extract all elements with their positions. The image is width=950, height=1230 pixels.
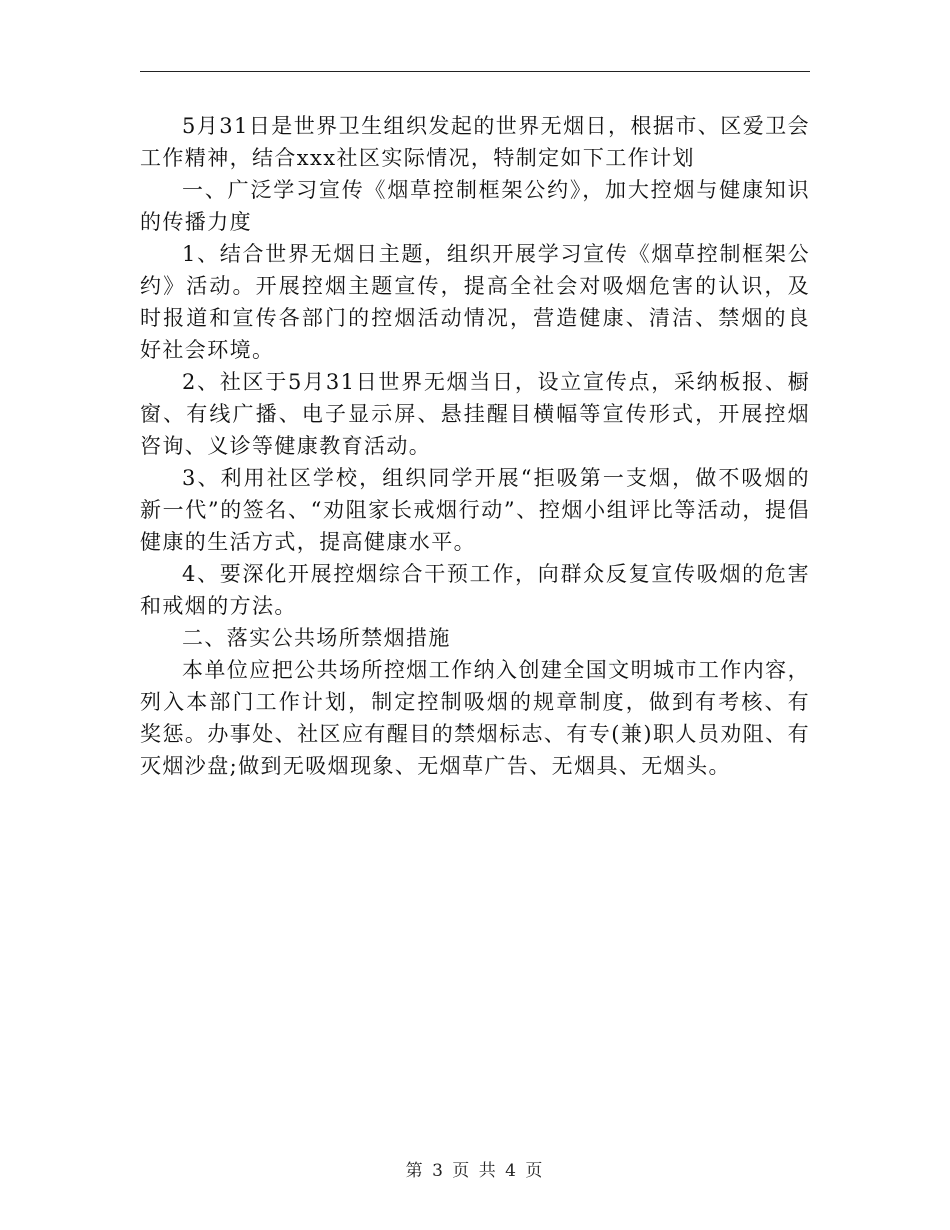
header-rule <box>140 71 810 72</box>
list-item-3: 3、利用社区学校，组织同学开展“拒吸第一支烟，做不吸烟的新一代”的签名、“劝阻家长戒烟行动”、控烟小组评比等活动，提倡健康的生活方式，提高健康水平。 <box>140 466 810 554</box>
section-2-paragraph: 本单位应把公共场所控烟工作纳入创建全国文明城市工作内容，列入本部门工作计划，制定控制吸烟的规章制度，做到有考核、有奖惩。办事处、社区应有醒目的禁烟标志、有专(兼)职人员劝阻、有灭烟沙盘;做到无吸烟现象、无烟草广告、无烟具、无烟头。 <box>140 658 810 778</box>
page-footer <box>0 1156 950 1181</box>
section-heading-2: 二、落实公共场所禁烟措施 <box>182 626 451 650</box>
list-item-1: 1、结合世界无烟日主题，组织开展学习宣传《烟草控制框架公约》活动。开展控烟主题宣传，提高全社会对吸烟危害的认识，及时报道和宣传各部门的控烟活动情况，营造健康、清洁、禁烟的良好社会环境。 <box>140 242 810 362</box>
document-body <box>140 110 810 782</box>
section-heading-1: 一、广泛学习宣传《烟草控制框架公约》，加大控烟与健康知识的传播力度 <box>140 178 810 234</box>
list-item-4: 4、要深化开展控烟综合干预工作，向群众反复宣传吸烟的危害和戒烟的方法。 <box>140 562 810 618</box>
intro-paragraph: 5月31日是世界卫生组织发起的世界无烟日，根据市、区爱卫会工作精神，结合xxx社区实际情况，特制定如下工作计划 <box>140 114 810 170</box>
page-number: 第 3 页 共 4 页 <box>405 1161 545 1181</box>
list-item-2: 2、社区于5月31日世界无烟当日，设立宣传点，采纳板报、橱窗、有线广播、电子显示屏、悬挂醒目横幅等宣传形式，开展控烟咨询、义诊等健康教育活动。 <box>140 370 810 458</box>
